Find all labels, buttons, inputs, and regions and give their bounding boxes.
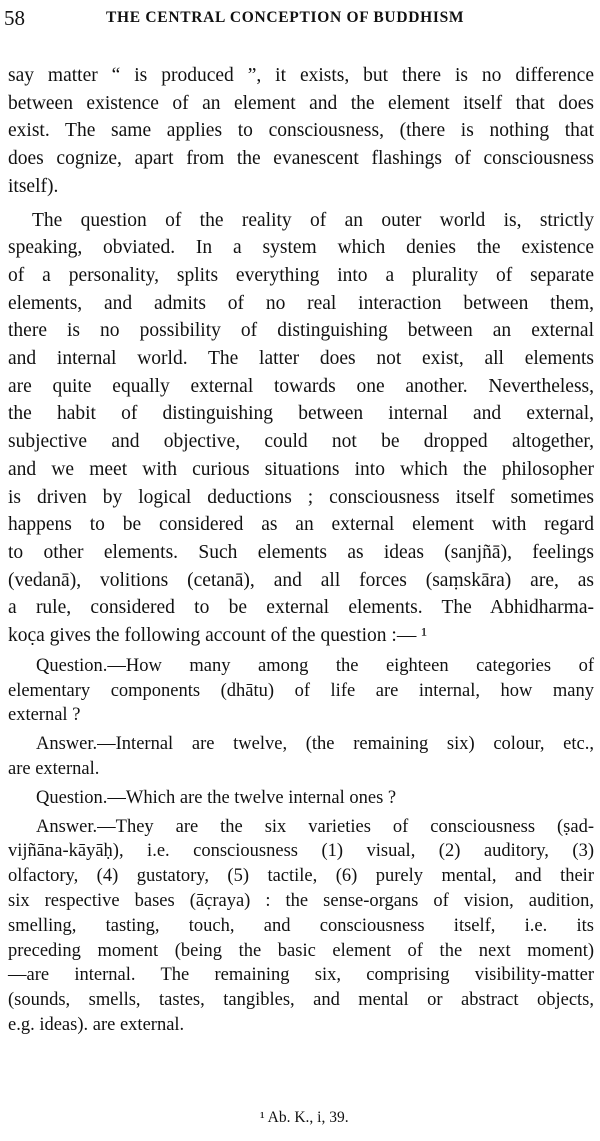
running-title: THE CENTRAL CONCEPTION OF BUDDHISM [106,9,465,26]
text-line: exist. The same applies to consciousness, (there is nothing that [8,120,594,142]
text-line: external ? [8,705,81,726]
text-line: (sounds, smells, tastes, tangibles, and mental or abstract objects, [8,990,594,1011]
text-line: speaking, obviated. In a system which denies the existence [8,237,594,259]
text-line: to other elements. Such elements as ideas (sanjñā), feelings [8,541,594,563]
text-line: there is no possibility of distinguishing between an external [8,320,594,342]
text-line: elementary components (dhātu) of life are internal, how many [8,680,594,701]
text-line: The question of the reality of an outer world is, strictly [32,209,594,231]
text-line: does cognize, apart from the evanescent flashings of consciousness [8,148,594,170]
paragraph-2 [8,207,594,650]
text-line: are quite equally external towards one another. Nevertheless, [8,375,594,397]
text-line: and internal world. The latter does not exist, all elements [8,348,594,370]
paragraph-1 [8,62,594,201]
text-line: Answer.—They are the six varieties of consciousness (ṣad- [36,816,594,837]
text-line: are external. [8,758,100,779]
text-line: preceding moment (being the basic element of the next moment) [8,940,594,961]
text-line: vijñāna-kāyāḥ), i.e. consciousness (1) visual, (2) auditory, (3) [8,841,594,862]
text-line: (vedanā), volitions (cetanā), and all forces (saṃskāra) are, as [8,569,594,591]
text-line: of a personality, splits everything into a plurality of separate [8,264,594,286]
text-line: a rule, considered to be external elements. The Abhidharma- [8,597,594,619]
page-header [0,6,600,30]
text-line: say matter “ is produced ”, it exists, but there is no difference [8,65,594,86]
text-line: e.g. ideas). are external. [8,1014,185,1035]
main-text [8,62,594,1038]
footnote: ¹ Ab. K., i, 39. [260,1109,349,1126]
text-line: Question.—Which are the twelve internal ones ? [36,787,397,808]
text-line: subjective and objective, could not be dropped altogether, [8,431,594,453]
text-line: smelling, tasting, touch, and consciousness itself, i.e. its [8,915,594,936]
text-line: koc̣a gives the following account of the question :— ¹ [8,625,428,647]
text-line: between existence of an element and the element itself that does [8,92,594,114]
text-line: happens to be considered as an external element with regard [8,514,594,536]
text-line: elements, and admits of no real interaction between them, [8,292,594,314]
text-line: is driven by logical deductions ; consciousness itself sometimes [8,486,594,508]
page-number: 58 [4,6,25,30]
text-line: —are internal. The remaining six, comprising visibility-matter [8,965,594,986]
text-line: the habit of distinguishing between internal and external, [8,403,594,425]
text-line: olfactory, (4) gustatory, (5) tactile, (6) purely mental, and their [8,866,594,887]
question-answer-block [8,654,594,1038]
text-line: Question.—How many among the eighteen categories of [36,655,594,676]
text-line: and we meet with curious situations into which the philosopher [8,458,594,480]
text-line: Answer.—Internal are twelve, (the remaining six) colour, etc., [36,734,594,755]
text-line: six respective bases (āc̣raya) : the sense-organs of vision, audition, [8,890,594,911]
text-line: itself). [8,175,59,197]
